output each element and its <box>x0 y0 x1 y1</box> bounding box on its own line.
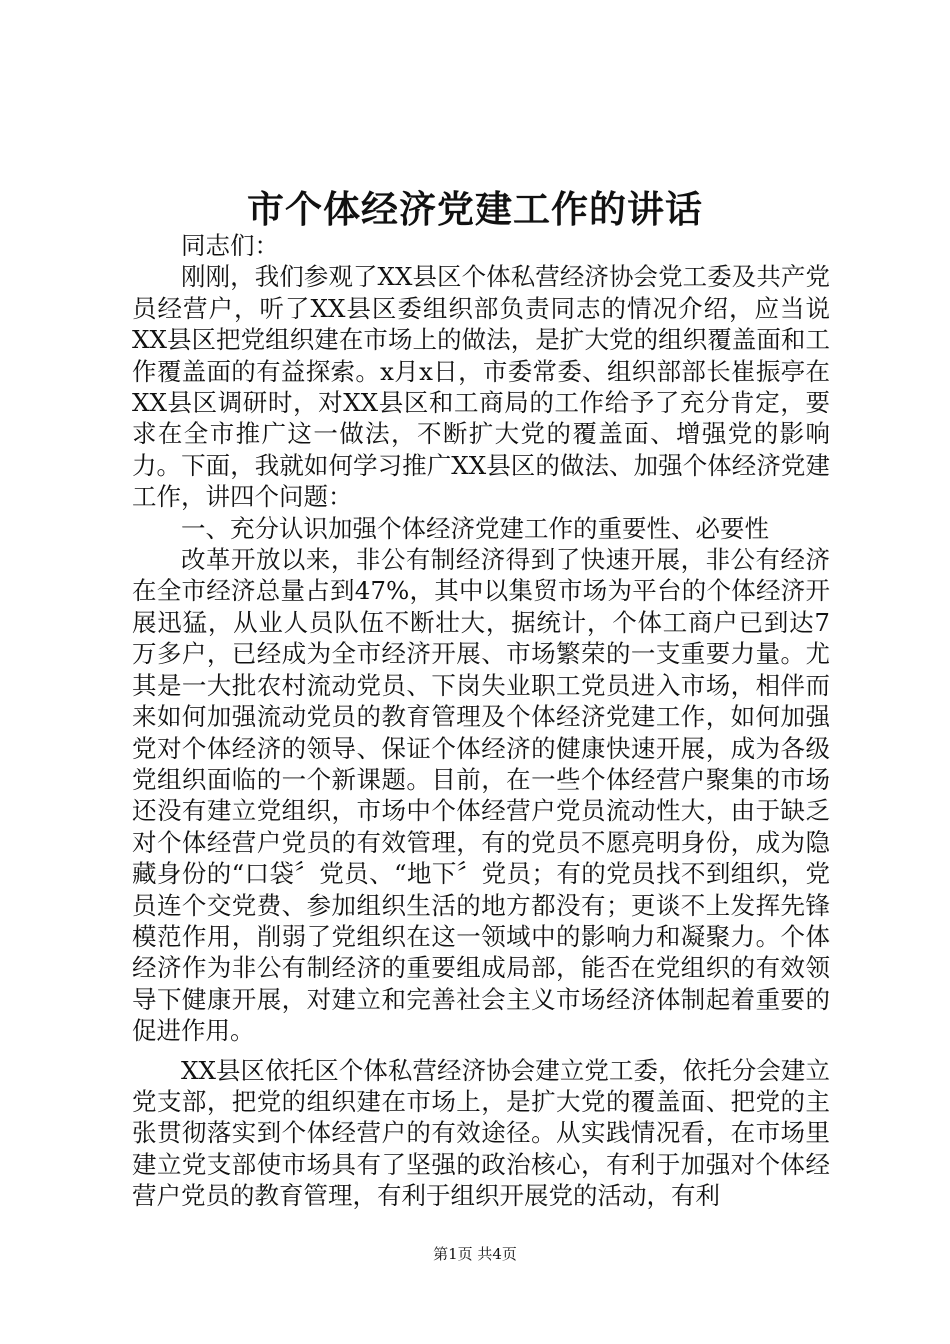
document-title: 市个体经济党建工作的讲话 <box>247 187 703 231</box>
page-footer: 第1页 共4页 <box>433 1245 517 1263</box>
paragraph-intro: 刚刚，我们参观了XX县区个体私营经济协会党工委及共产党员经营户，听了XX县区委组织部负责同志的情况介绍，应当说XX县区把党组织建在市场上的做法，是扩大党的组织覆盖面和工作覆盖面的有益探索。x月x日，市委常委、组织部部长崔振亭在XX县区调研时，对XX县区和工商局的工作给予了充分肯定，要求在全市推广这一做法，不断扩大党的覆盖面、增强党的影响力。下面，我就如何学习推广XX县区的做法、加强个体经济党建工作，讲四个问题： <box>132 262 830 512</box>
paragraph-background: 改革开放以来，非公有制经济得到了快速开展，非公有经济在全市经济总量占到47%，其中以集贸市场为平台的个体经济开展迅猛，从业人员队伍不断壮大，据统计，个体工商户已到达7万多户，已经成为全市经济开展、市场繁荣的一支重要力量。尤其是一大批农村流动党员、下岗失业职工党员进入市场，相伴而来如何加强流动党员的教育管理及个体经济党建工作，如何加强党对个体经济的领导、保证个体经济的健康快速开展，成为各级党组织面临的一个新课题。目前，在一些个体经营户聚集的市场还没有建立党组织，市场中个体经营户党员流动性大，由于缺乏对个体经营户党员的有效管理，有的党员不愿亮明身份，成为隐藏身份的“口袋〞党员、“地下〞党员；有的党员找不到组织，党员连个交党费、参加组织生活的地方都没有；更谈不上发挥先锋模范作用，削弱了党组织在这一领域中的影响力和凝聚力。个体经济作为非公有制经济的重要组成局部，能否在党组织的有效领导下健康开展，对建立和完善社会主义市场经济体制起着重要的促进作用。 <box>132 545 830 1046</box>
document-body <box>132 230 830 1212</box>
paragraph-practice: XX县区依托区个体私营经济协会建立党工委，依托分会建立党支部，把党的组织建在市场上，是扩大党的覆盖面、把党的主张贯彻落实到个体经营户的有效途径。从实践情况看，在市场里建立党支部使市场具有了坚强的政治核心，有利于加强对个体经营户党员的教育管理，有利于组织开展党的活动，有利 <box>132 1055 830 1211</box>
salutation: 同志们： <box>181 231 279 260</box>
section-heading-1: 一、充分认识加强个体经济党建工作的重要性、必要性 <box>181 513 769 543</box>
